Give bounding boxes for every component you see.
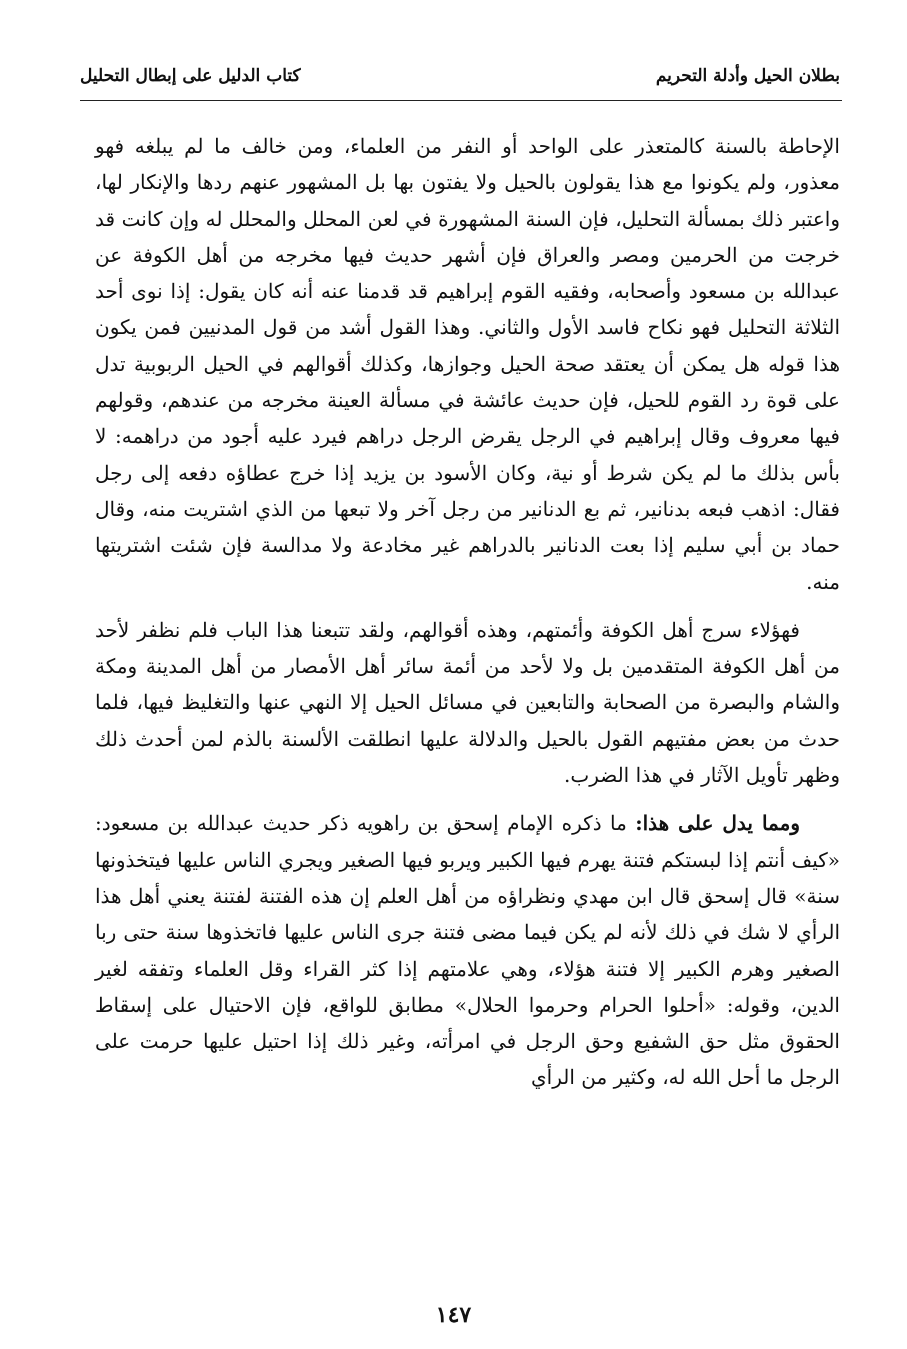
header-chapter-title: بطلان الحيل وأدلة التحريم (655, 66, 840, 86)
header-divider (80, 100, 842, 101)
paragraph-2: فهؤلاء سرج أهل الكوفة وأئمتهم، وهذه أقوالهم، ولقد تتبعنا هذا الباب فلم نظفر لأحد من أهل الكوفة المتقدمين بل ولا لأحد من أئمة سائر أهل الأمصار من أهل المدينة ومكة والشام والبصرة من الصحابة والتابعين في مسائل الحيل إلا النهي عنها والتغليظ فيها، فلما حدث من بعض مفتيهم القول بالحيل والدلالة عليها انطلقت الألسنة بالذم لمن أحدث ذلك وظهر تأويل الآثار في هذا الضرب. (95, 617, 840, 788)
paragraph-3-text: ما ذكره الإمام إسحق بن راهويه ذكر حديث عبدالله بن مسعود: «كيف أنتم إذا لبستكم فتنة يهرم فيها الكبير ويربو فيها الصغير ويجري الناس عليها فيتخذونها سنة» قال إسحق قال ابن مهدي ونظراؤه من أهل العلم إن هذه الفتنة لفتنة يعني أهل هذا الرأي لا شك في ذلك لأنه لم يكن فيما مضى فتنة جرى الناس عليها فاتخذوها سنة حتى ربا الصغير وهرم الكبير إلا فتنة هؤلاء، وهي علامتهم إذا كثر القراء وقل العلماء وتفقه لغير الدين، وقوله: «أحلوا الحرام وحرموا الحلال» مطابق للواقع، فإن الاحتيال على إسقاط الحقوق مثل حق الشفيع وحق الرجل في امرأته، وغير ذلك إذا احتيل عليها حرمت على الرجل ما أحل الله له، وكثير من الرأي (95, 811, 840, 1090)
paragraph-3-lead: ومما يدل على هذا: (635, 811, 800, 836)
paragraph-1: الإحاطة بالسنة كالمتعذر على الواحد أو النفر من العلماء، ومن خالف ما لم يبلغه فهو معذور، ولم يكونوا مع هذا يقولون بالحيل ولا يفتون بها بل المشهور عنهم ردها والإنكار لها، واعتبر ذلك بمسألة التحليل، فإن السنة المشهورة في لعن المحلل والمحلل له وإن كانت قد خرجت من الحرمين ومصر والعراق فإن أشهر حديث فيها مخرجه من أهل الكوفة عن عبدالله بن مسعود وأصحابه، وفقيه القوم إبراهيم قد قدمنا عنه أنه كان يقول: إذا نوى أحد الثلاثة التحليل فهو نكاح فاسد الأول والثاني. وهذا القول أشد من قول المدنيين فمن يكون هذا قوله هل يمكن أن يعتقد صحة الحيل وجوازها، وكذلك أقوالهم في الحيل الربوبية تدل على قوة رد القوم للحيل، فإن حديث عائشة في مسألة العينة مخرجه من عندهم، وقولهم فيها معروف وقال إبراهيم في الرجل يقرض الرجل دراهم فيرد عليه أجود من دراهمه: لا بأس بذلك ما لم يكن شرط أو نية، وكان الأسود بن يزيد إذا خرج عطاؤه دفعه إلى رجل فقال: اذهب فبعه بدنانير، ثم بع الدنانير من رجل آخر ولا تبعها من الذي اشتريت منه، وقال حماد بن أبي سليم إذا بعت الدنانير بالدراهم غير مخادعة ولا مدالسة فإن شئت اشتريتها منه. (95, 134, 840, 594)
page-number: ١٤٧ (435, 1302, 472, 1328)
main-text (95, 128, 840, 1096)
paragraph-3 (95, 805, 840, 1095)
running-header (80, 62, 840, 96)
header-book-title: كتاب الدليل على إبطال التحليل (80, 66, 301, 86)
